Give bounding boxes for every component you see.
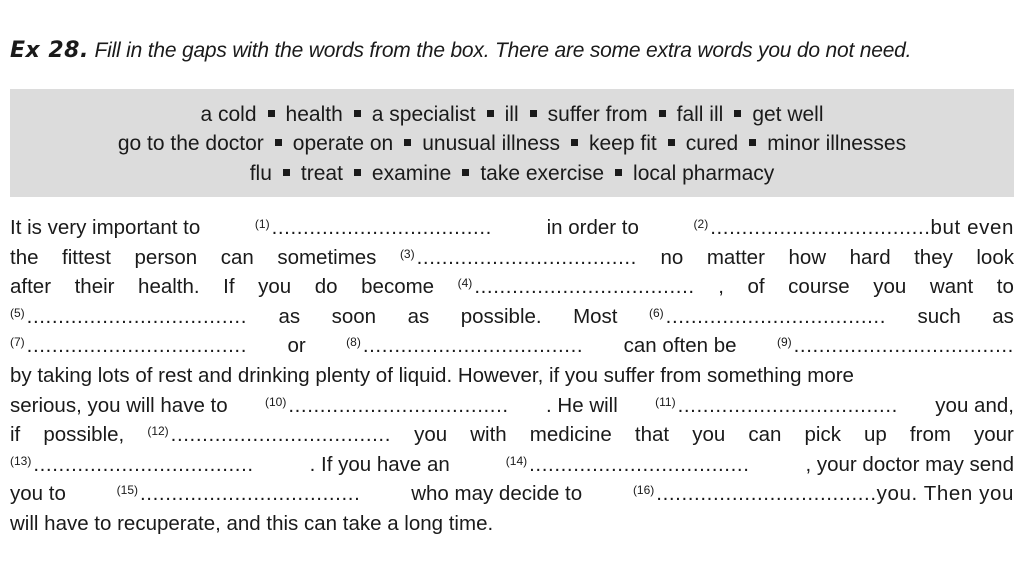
passage-text: or — [287, 334, 306, 358]
passage-text: by taking lots of rest and drinking plenty of liquid. However, if you suffer from something more — [10, 363, 854, 387]
word-box-item: examine — [371, 161, 452, 185]
gap-number: (4) — [457, 276, 473, 291]
passage-text: can often be — [623, 334, 737, 358]
passage-text: of — [747, 275, 765, 299]
square-bullet-icon — [487, 110, 494, 117]
passage-text: with — [470, 423, 507, 447]
passage-text: possible, — [43, 423, 125, 447]
passage-text: in order to — [546, 216, 639, 239]
passage-text: if — [10, 423, 21, 447]
square-bullet-icon — [530, 110, 537, 117]
gap-number: (14) — [505, 453, 528, 468]
square-bullet-icon — [462, 169, 469, 176]
gap-number: (10) — [264, 394, 287, 409]
passage-text: person — [134, 245, 198, 269]
passage-text: after — [10, 275, 52, 299]
passage-text: Most — [573, 304, 618, 328]
passage-text: you and, — [935, 393, 1014, 417]
passage-text: no — [660, 245, 684, 269]
gap-number: (6) — [648, 305, 664, 320]
square-bullet-icon — [734, 110, 741, 117]
word-box-item: a specialist — [371, 102, 476, 126]
gap-number: (13) — [10, 453, 32, 468]
passage-text: the — [10, 245, 39, 269]
passage-text: your — [974, 423, 1014, 447]
passage-text: If — [223, 275, 235, 299]
passage-line — [10, 272, 1014, 302]
passage-text: course — [788, 275, 850, 299]
passage-line — [10, 302, 1014, 332]
passage-text: up — [864, 423, 887, 447]
passage-text: can — [748, 423, 782, 447]
square-bullet-icon — [354, 169, 361, 176]
gap-blank[interactable] — [458, 272, 695, 302]
passage-text: you — [414, 423, 448, 447]
passage-text: to — [996, 275, 1014, 299]
gap-number: (12) — [147, 424, 169, 439]
passage-text: want — [929, 275, 974, 299]
passage-text: their — [74, 275, 115, 299]
square-bullet-icon — [283, 169, 290, 176]
passage-text: from — [909, 423, 951, 447]
gap-dots[interactable]: ...................................you. Then you — [656, 482, 1014, 506]
word-box-item: go to the doctor — [117, 132, 264, 156]
gap-blank[interactable] — [777, 331, 1014, 361]
word-box-item: minor illnesses — [767, 132, 907, 156]
passage-text: become — [361, 275, 435, 299]
passage-line — [10, 450, 1014, 480]
gap-dots[interactable]: ................................... — [677, 393, 898, 417]
square-bullet-icon — [275, 139, 282, 146]
word-box-item: treat — [300, 161, 343, 185]
gap-number: (3) — [399, 246, 415, 261]
gap-number: (9) — [776, 335, 792, 350]
exercise-label: Ex 28. — [10, 38, 89, 63]
passage-line — [10, 420, 1014, 450]
passage-text: serious, you will have to — [10, 393, 228, 417]
gap-blank[interactable] — [346, 331, 583, 361]
gap-dots[interactable]: ................................... — [288, 393, 509, 417]
passage-text: as — [407, 304, 430, 328]
passage-text: health. — [138, 275, 200, 299]
gap-blank[interactable] — [649, 302, 886, 332]
passage-text: sometimes — [277, 245, 377, 269]
word-box-row — [118, 129, 906, 159]
passage-text: you — [692, 423, 726, 447]
word-box-item: cured — [685, 132, 739, 156]
gap-number: (15) — [116, 483, 139, 498]
passage-text: soon — [331, 304, 377, 328]
gap-blank[interactable] — [117, 479, 361, 509]
passage-text: , your doctor may send — [805, 452, 1014, 476]
passage-line — [10, 243, 1014, 273]
square-bullet-icon — [659, 110, 666, 117]
square-bullet-icon — [668, 139, 675, 146]
passage-text: , — [718, 275, 724, 299]
passage-text: possible. — [460, 304, 542, 328]
square-bullet-icon — [404, 139, 411, 146]
passage-text: It is very important to — [10, 216, 201, 239]
gap-dots[interactable]: ................................... — [362, 334, 584, 358]
gap-dots[interactable]: ................................... — [793, 334, 1014, 358]
gap-blank[interactable] — [694, 213, 1014, 243]
passage-text: such — [917, 304, 961, 328]
gap-dots[interactable]: ................................... — [665, 304, 887, 328]
word-box-row — [200, 100, 823, 130]
passage-text: you — [873, 275, 907, 299]
gap-dots[interactable]: ................................... — [271, 216, 492, 239]
passage-text: . He will — [546, 393, 618, 417]
gap-dots[interactable]: ................................... — [474, 275, 695, 299]
passage-line — [10, 391, 1014, 421]
gap-fill-passage — [10, 213, 1014, 539]
gap-dots[interactable]: ................................... — [26, 334, 248, 358]
square-bullet-icon — [354, 110, 361, 117]
gap-number: (2) — [693, 217, 709, 231]
word-box-item: fall ill — [676, 102, 724, 126]
word-box-item: take exercise — [480, 161, 605, 185]
gap-dots[interactable]: ................................... — [33, 452, 254, 476]
passage-line — [10, 509, 1014, 539]
passage-text: fittest — [62, 245, 112, 269]
word-box-item: unusual illness — [422, 132, 560, 156]
gap-blank[interactable] — [265, 391, 509, 421]
gap-blank[interactable] — [655, 391, 898, 421]
passage-text: they — [914, 245, 953, 269]
passage-text: do — [314, 275, 338, 299]
passage-line — [10, 213, 1014, 243]
gap-dots[interactable]: ................................... — [170, 423, 392, 447]
passage-text: will have to recuperate, and this can take a long time. — [10, 511, 494, 535]
gap-blank[interactable] — [255, 213, 492, 243]
passage-text: hard — [849, 245, 891, 269]
passage-line — [10, 361, 1014, 391]
gap-blank[interactable] — [633, 479, 1014, 509]
gap-blank[interactable] — [10, 331, 247, 361]
exercise-instruction: Fill in the gaps with the words from the box. There are some extra words you do not need. — [94, 39, 912, 62]
passage-line — [10, 331, 1014, 361]
word-box-item: keep fit — [588, 132, 657, 156]
passage-text: . If you have an — [309, 452, 450, 476]
square-bullet-icon — [615, 169, 622, 176]
passage-text: matter — [706, 245, 765, 269]
gap-dots[interactable]: ................................... — [140, 482, 361, 506]
gap-blank[interactable] — [400, 243, 637, 273]
passage-line — [10, 479, 1014, 509]
word-box-item: get well — [752, 102, 824, 126]
passage-text: you — [258, 275, 292, 299]
passage-text: as — [992, 304, 1014, 328]
gap-blank[interactable] — [10, 302, 247, 332]
gap-dots[interactable]: ................................... — [26, 304, 248, 328]
gap-blank[interactable] — [506, 450, 750, 480]
gap-blank[interactable] — [147, 420, 391, 450]
passage-text: who may decide to — [411, 482, 583, 506]
gap-number: (16) — [632, 483, 655, 498]
gap-dots[interactable]: ...................................but even — [710, 216, 1014, 239]
word-box-item: local pharmacy — [633, 161, 775, 185]
passage-text: how — [788, 245, 827, 269]
gap-dots[interactable]: ................................... — [416, 245, 637, 269]
passage-text: you to — [10, 482, 66, 506]
word-box-row — [250, 159, 775, 189]
word-box-item: ill — [504, 102, 519, 126]
gap-number: (1) — [254, 217, 270, 231]
passage-text: as — [278, 304, 301, 328]
passage-text: pick — [804, 423, 841, 447]
passage-text: can — [220, 245, 254, 269]
gap-number: (5) — [10, 305, 25, 320]
passage-text: that — [634, 423, 670, 447]
square-bullet-icon — [571, 139, 578, 146]
word-box-item: health — [285, 102, 343, 126]
gap-number: (11) — [655, 394, 676, 409]
exercise-heading — [10, 38, 1014, 63]
word-box-item: operate on — [292, 132, 394, 156]
gap-number: (8) — [346, 335, 361, 350]
passage-text: look — [976, 245, 1014, 269]
word-box — [10, 89, 1014, 197]
gap-dots[interactable]: ................................... — [529, 452, 750, 476]
word-box-item: a cold — [200, 102, 257, 126]
word-box-item: suffer from — [547, 102, 648, 126]
passage-text: medicine — [529, 423, 612, 447]
word-box-item: flu — [249, 161, 272, 185]
gap-blank[interactable] — [10, 450, 254, 480]
gap-number: (7) — [10, 335, 25, 350]
square-bullet-icon — [268, 110, 275, 117]
square-bullet-icon — [749, 139, 756, 146]
